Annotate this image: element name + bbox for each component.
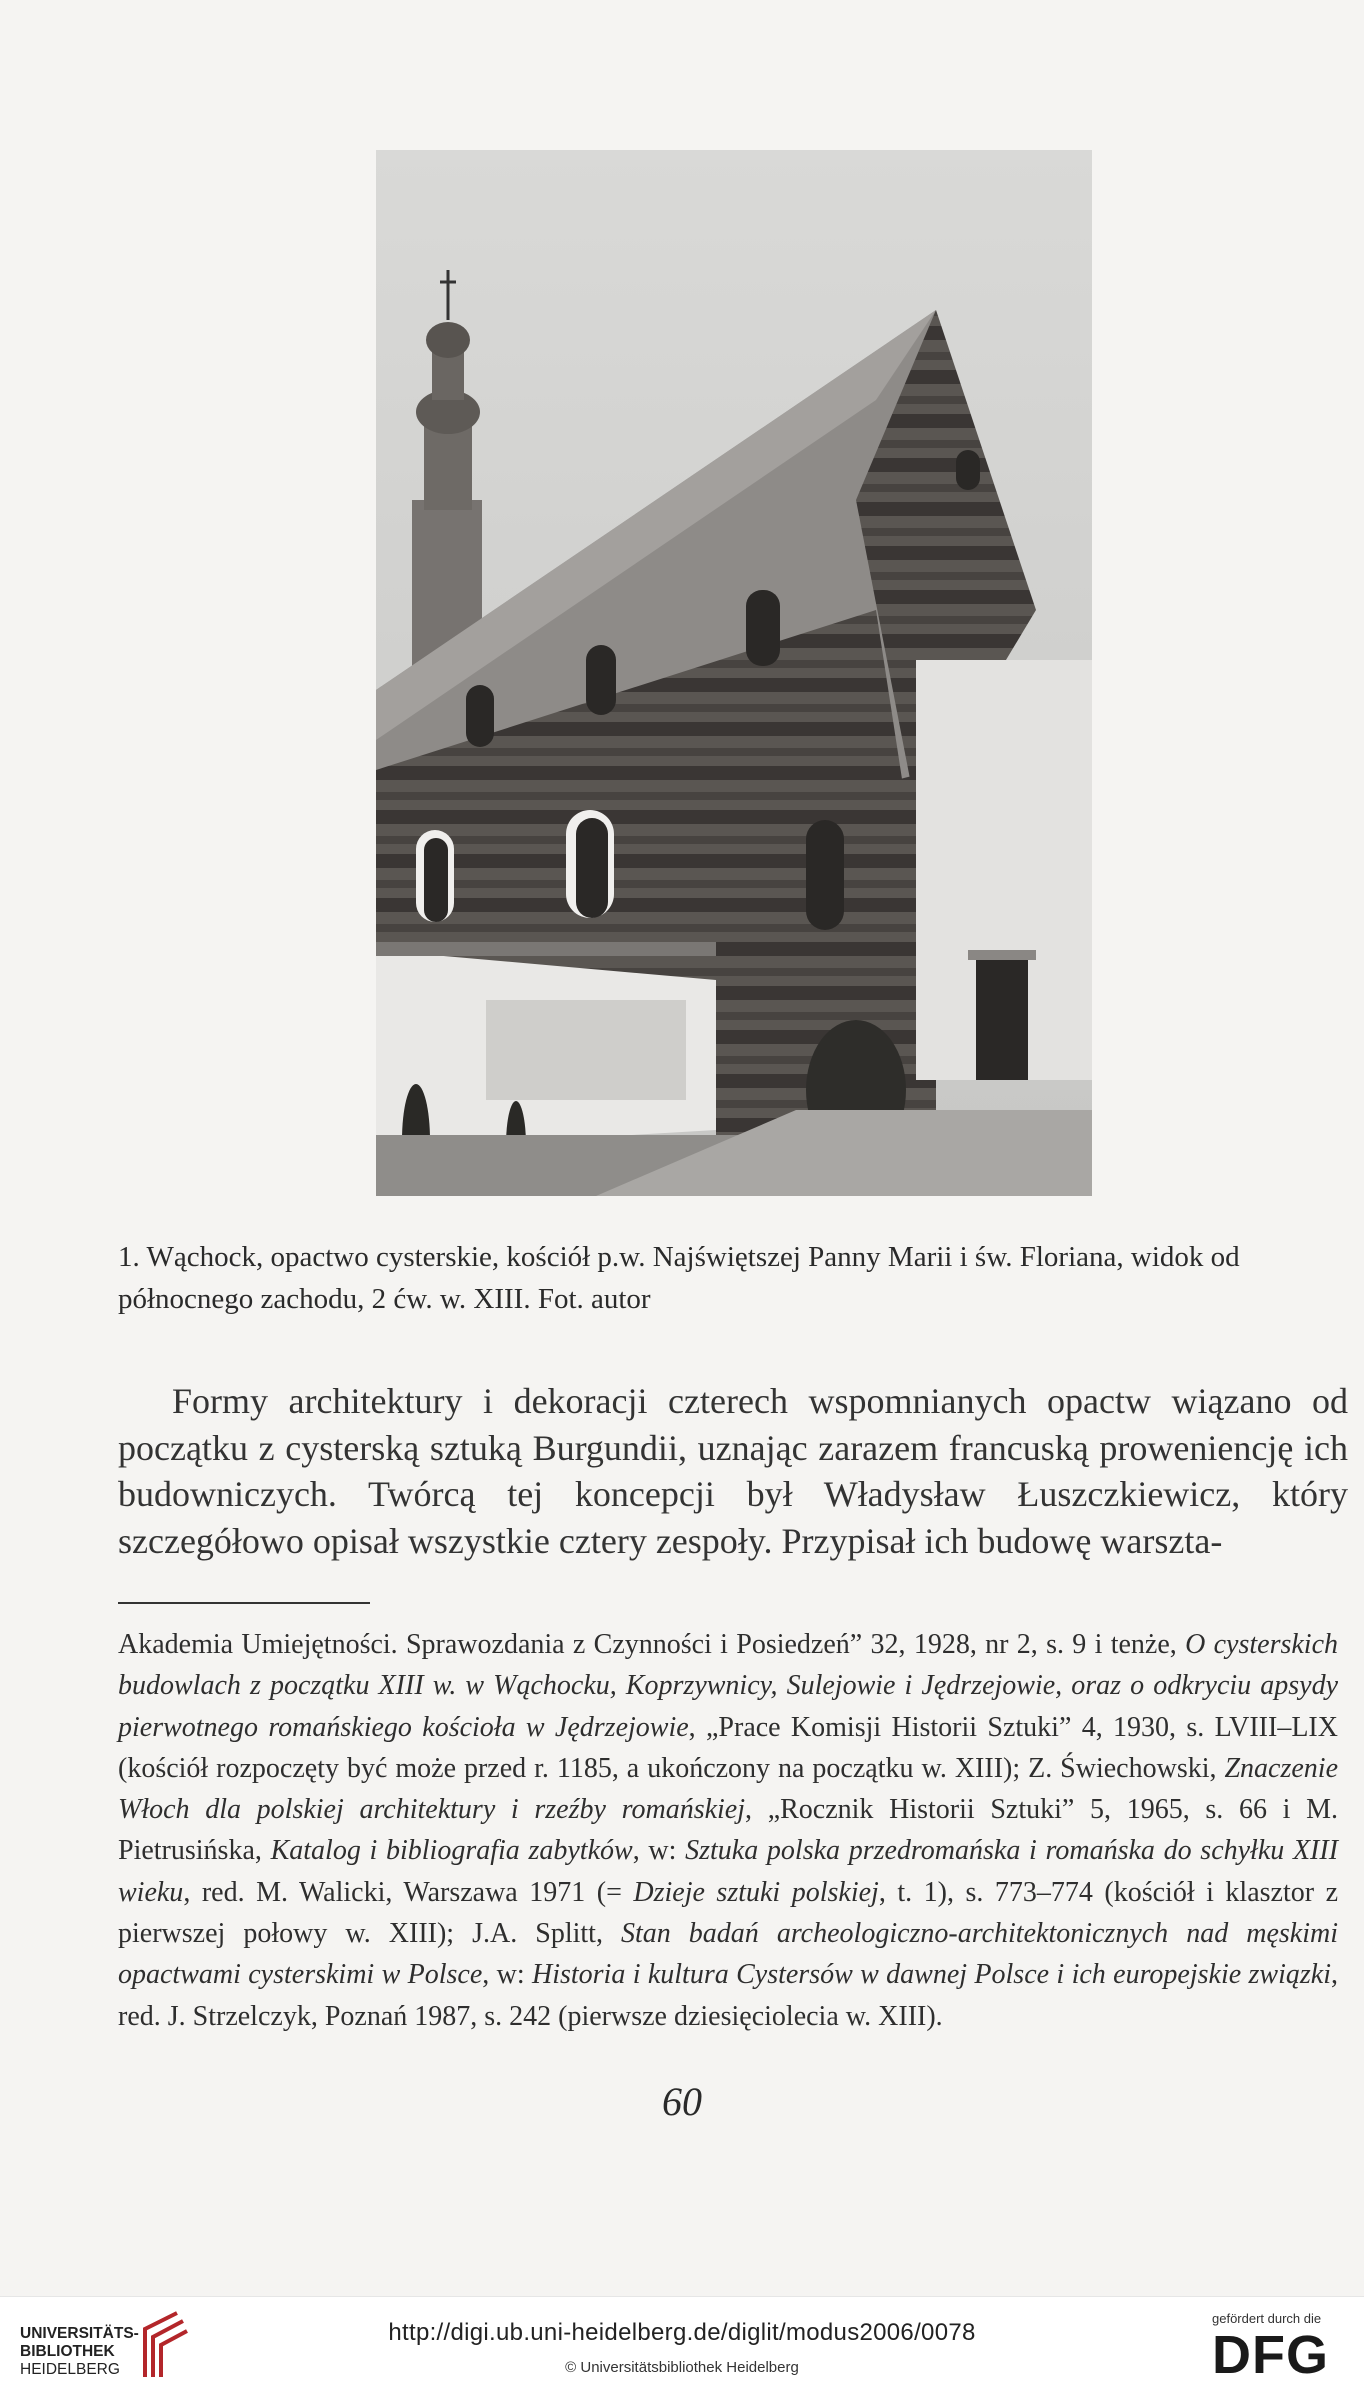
footnote-text: , „Rocznik Historii Sztuki” 5, 1965, s. 66 i M. Pietrusińska, (118, 1794, 1339, 1867)
footnote-title: Znaczenie Włoch dla polskiej architektury i rzeźby romańskiej (118, 1752, 1338, 1826)
footnote-text: , w: (632, 1835, 686, 1867)
figure-caption: 1. Wąchock, opactwo cysterskie, kościół p.w. Najświętszej Panny Marii i św. Floriana, widok od północnego zachodu, 2 ćw. w. XIII. Fot. autor (118, 1241, 1240, 1315)
source-url[interactable]: http://digi.ub.uni-heidelberg.de/diglit/modus2006/0078 (388, 2319, 976, 2346)
footnote-text: , red. J. Strzelczyk, Poznań 1987, s. 242 (pierwsze dziesięciolecia w. XIII). (118, 1959, 1338, 2032)
footnote-separator (118, 1602, 370, 1604)
church-photograph (376, 150, 1092, 1196)
body-paragraph: Formy architektury i dekoracji czterech wspomnianych opactw wiązano od początku z cysterską sztuką Burgundii, uznając zarazem francuską proweniencję ich budowniczych. Twórcą tej koncepcji był Władysław Łuszczkiewicz, który szczegółowo opisał wszystkie cztery zespoły. Przypisał ich budowę warszta- (118, 1381, 1348, 1561)
footnote-title: Dzieje sztuki polskiej (633, 1876, 879, 1908)
page-number: 60 (662, 2079, 702, 2124)
footnote-title: Sztuka polska przedromańska i romańska do schyłku XIII wieku (118, 1835, 1339, 1908)
footnote-title: O cysterskich budowlach z początku XIII w. w Wąchocku, Koprzywnicy, Sulejowie i Jędrzejowie, oraz o odkryciu apsydy pierwotnego romańskiego kościoła w Jędrzejowie (118, 1629, 1338, 1743)
dfg-logo: DFG (1212, 2325, 1329, 2385)
library-name-line: BIBLIOTHEK (20, 2343, 115, 2360)
copyright-notice: © Universitätsbibliothek Heidelberg (565, 2359, 799, 2376)
digitization-footer (0, 2296, 1364, 2393)
library-name-line: UNIVERSITÄTS- (20, 2325, 139, 2342)
footnote-text: , „Prace Komisji Historii Sztuki” 4, 1930, s. LVIII–LIX (kościół rozpoczęty być może przed r. 1185, a ukończony na początku w. XIII); Z. Świechowski, (118, 1711, 1338, 1784)
main-text (118, 1378, 1348, 1564)
funding-note: gefördert durch die (1212, 2311, 1322, 2326)
library-name-line: HEIDELBERG (20, 2361, 120, 2378)
church-photo-illustration (376, 150, 1092, 1196)
footnote-text: , red. M. Walicki, Warszawa 1971 (= (183, 1876, 634, 1908)
footnote-title: Katalog i bibliografia zabytków (270, 1835, 633, 1867)
footnote (118, 1624, 1338, 2037)
footnote-title: Historia i kultura Cystersów w dawnej Polsce i ich europejskie związki (531, 1959, 1331, 1991)
footnote-title: Stan badań archeologiczno-architektonicznych nad męskimi opactwami cysterskimi w Polsce (118, 1918, 1338, 1991)
footnote-text: , t. 1), s. 773–774 (kościół i klasztor z pierwszej połowy w. XIII); J.A. Splitt, (118, 1876, 1338, 1950)
footnote-text: , w: (482, 1959, 532, 1991)
footnote-text: Akademia Umiejętności. Sprawozdania z Czynności i Posiedzeń” 32, 1928, nr 2, s. 9 i tenże, (118, 1629, 1186, 1660)
